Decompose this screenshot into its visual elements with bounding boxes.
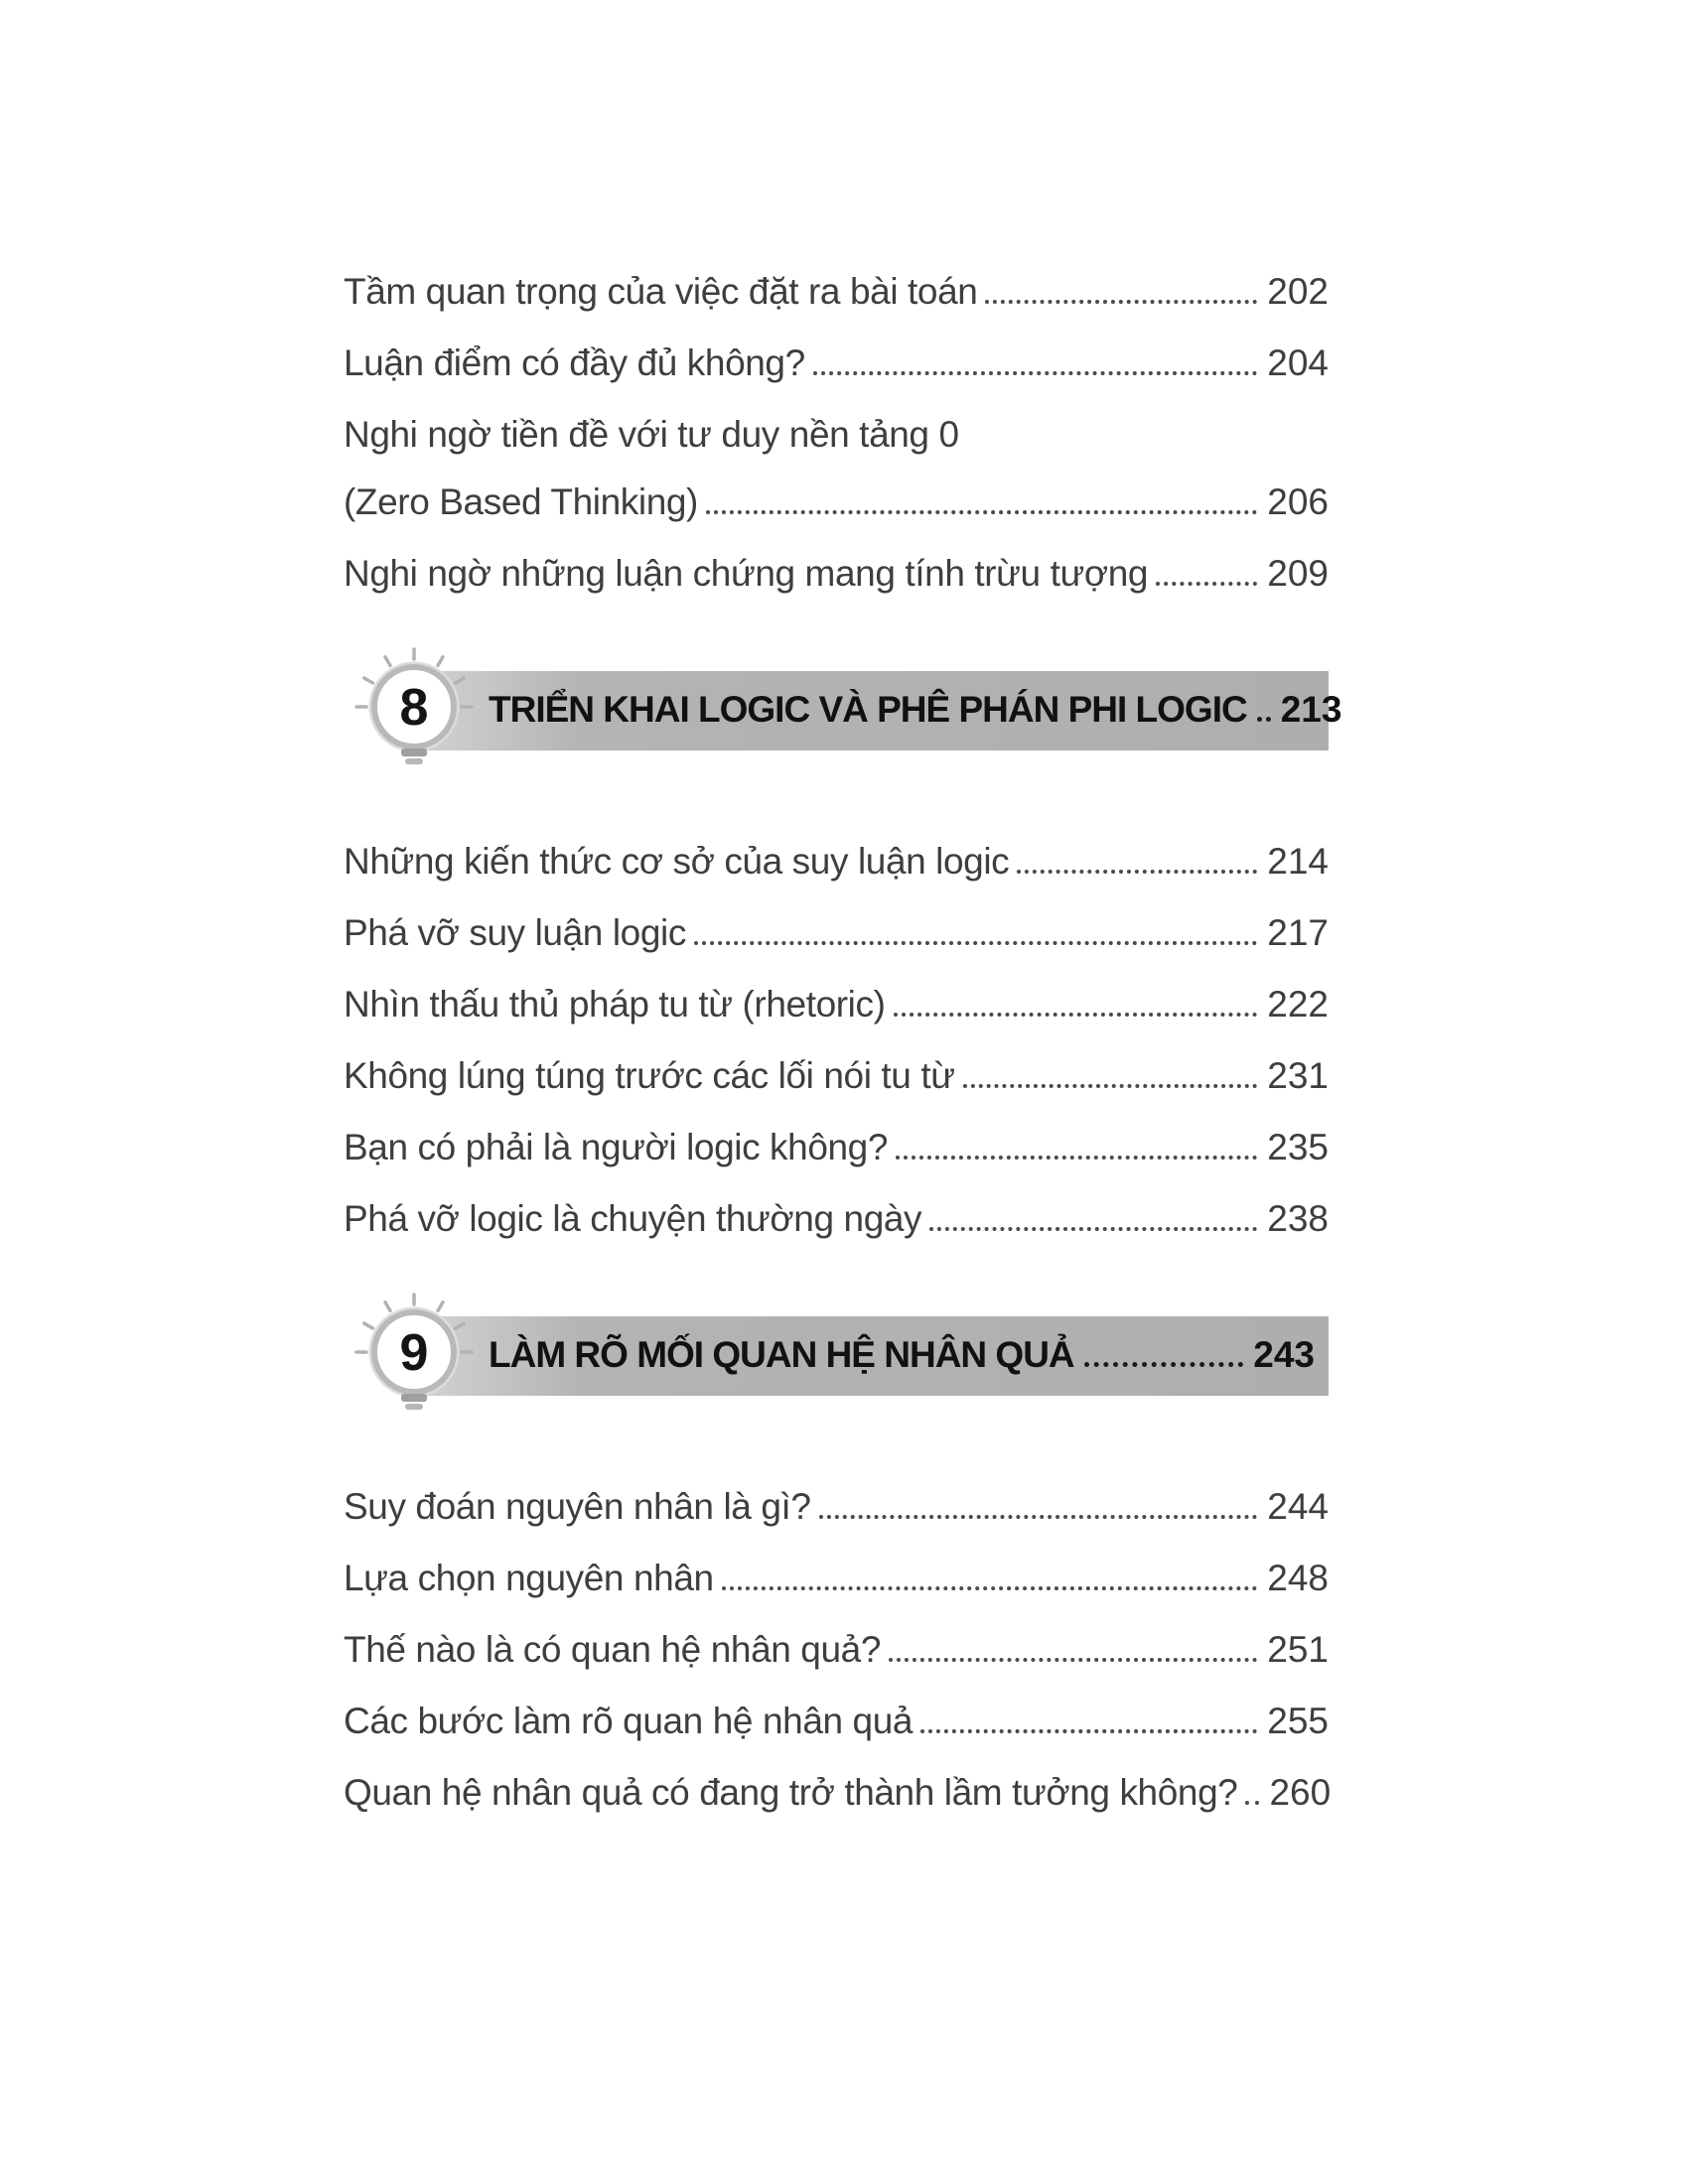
chapter-title: TRIỂN KHAI LOGIC VÀ PHÊ PHÁN PHI LOGIC bbox=[489, 689, 1247, 730]
toc-entry bbox=[344, 1626, 1329, 1674]
dotted-leader bbox=[694, 941, 1257, 945]
chapter-9-heading bbox=[344, 1291, 1329, 1422]
dotted-leader bbox=[819, 1515, 1258, 1519]
lightbulb-icon bbox=[350, 1291, 479, 1422]
dotted-leader bbox=[929, 1227, 1257, 1231]
toc-entry bbox=[344, 1052, 1329, 1100]
chapter-title-bar bbox=[419, 671, 1342, 751]
toc-entry-label: Nhìn thấu thủ pháp tu từ (rhetoric) bbox=[344, 984, 886, 1024]
toc-entry-label: Luận điểm có đầy đủ không? bbox=[344, 342, 805, 383]
dotted-leader bbox=[963, 1084, 1258, 1088]
toc-entry-label: Các bước làm rõ quan hệ nhân quả bbox=[344, 1701, 914, 1741]
chapter-number: 8 bbox=[399, 679, 429, 737]
toc-entry-label: Lựa chọn nguyên nhân bbox=[344, 1558, 714, 1598]
toc-entry bbox=[344, 550, 1329, 598]
toc-entry bbox=[344, 1483, 1329, 1531]
toc-entry bbox=[344, 1698, 1329, 1745]
toc-entry-label: Những kiến thức cơ sở của suy luận logic bbox=[344, 841, 1010, 882]
page-number: 206 bbox=[1267, 481, 1329, 522]
toc-entry-label: Nghi ngờ những luận chứng mang tính trừu tượng bbox=[344, 553, 1149, 594]
dotted-leader bbox=[1245, 1801, 1259, 1805]
chapter-8-heading bbox=[344, 645, 1342, 776]
page-number: 214 bbox=[1267, 841, 1329, 882]
page-number: 213 bbox=[1280, 689, 1342, 730]
toc-entry bbox=[344, 1555, 1329, 1602]
page-number: 244 bbox=[1267, 1486, 1329, 1527]
page-number: 235 bbox=[1267, 1127, 1329, 1167]
toc-entry-label: (Zero Based Thinking) bbox=[344, 481, 698, 522]
page-number: 217 bbox=[1267, 912, 1329, 953]
page-number: 255 bbox=[1267, 1701, 1329, 1741]
dotted-leader bbox=[1257, 717, 1271, 722]
toc-entry bbox=[344, 1124, 1329, 1171]
toc-entry-label: Quan hệ nhân quả có đang trở thành lầm tưởng không? bbox=[344, 1772, 1238, 1813]
toc-entry-label: Suy đoán nguyên nhân là gì? bbox=[344, 1486, 811, 1527]
toc-entry-label: Phá vỡ logic là chuyện thường ngày bbox=[344, 1198, 922, 1239]
page-number: 251 bbox=[1267, 1629, 1329, 1670]
dotted-leader bbox=[896, 1156, 1257, 1160]
chapter-number: 9 bbox=[399, 1324, 429, 1382]
toc-entry-label: Nghi ngờ tiền đề với tư duy nền tảng 0 bbox=[344, 414, 959, 455]
chapter-title: LÀM RÕ MỐI QUAN HỆ NHÂN QUẢ bbox=[489, 1334, 1074, 1375]
dotted-leader bbox=[813, 371, 1257, 375]
page-number: 204 bbox=[1267, 342, 1329, 383]
table-of-contents bbox=[344, 268, 1342, 1841]
page-number: 202 bbox=[1267, 271, 1329, 312]
page-number: 209 bbox=[1267, 553, 1329, 594]
page-number: 238 bbox=[1267, 1198, 1329, 1239]
chapter-title-bar bbox=[419, 1316, 1329, 1396]
page-number: 260 bbox=[1269, 1772, 1332, 1813]
page-number: 243 bbox=[1253, 1334, 1315, 1375]
dotted-leader bbox=[920, 1729, 1257, 1733]
toc-entry bbox=[344, 478, 1329, 526]
page-number: 248 bbox=[1267, 1558, 1329, 1598]
page-number: 231 bbox=[1267, 1055, 1329, 1096]
dotted-leader bbox=[1017, 870, 1257, 874]
dotted-leader bbox=[1156, 582, 1257, 586]
toc-entry bbox=[344, 838, 1329, 886]
dotted-leader bbox=[889, 1658, 1257, 1662]
toc-entry bbox=[344, 268, 1329, 316]
toc-entry-label: Tầm quan trọng của việc đặt ra bài toán bbox=[344, 271, 978, 312]
dotted-leader bbox=[1084, 1362, 1244, 1367]
toc-entry-label: Phá vỡ suy luận logic bbox=[344, 912, 686, 953]
page-number: 222 bbox=[1267, 984, 1329, 1024]
toc-entry bbox=[344, 411, 1329, 459]
toc-entry-label: Thế nào là có quan hệ nhân quả? bbox=[344, 1629, 882, 1670]
toc-entry bbox=[344, 1195, 1329, 1243]
dotted-leader bbox=[706, 510, 1257, 514]
toc-entry-label: Bạn có phải là người logic không? bbox=[344, 1127, 889, 1167]
toc-entry-label: Không lúng túng trước các lối nói tu từ bbox=[344, 1055, 955, 1096]
toc-entry bbox=[344, 981, 1329, 1028]
toc-entry bbox=[344, 1769, 1332, 1817]
toc-entry bbox=[344, 340, 1329, 387]
dotted-leader bbox=[894, 1013, 1258, 1017]
lightbulb-icon bbox=[350, 645, 479, 776]
dotted-leader bbox=[985, 300, 1257, 304]
dotted-leader bbox=[722, 1586, 1258, 1590]
toc-entry bbox=[344, 909, 1329, 957]
